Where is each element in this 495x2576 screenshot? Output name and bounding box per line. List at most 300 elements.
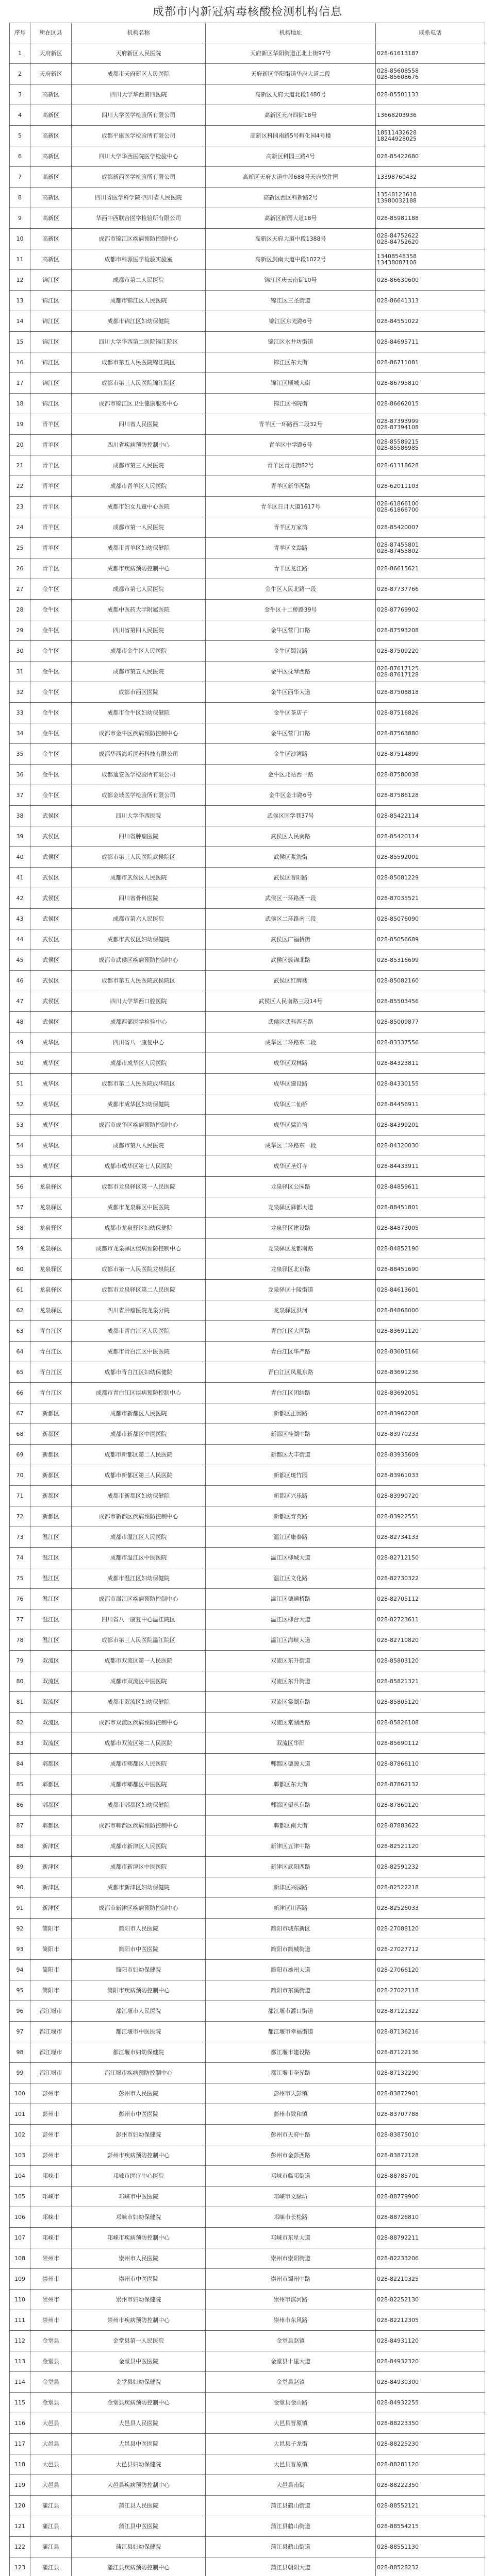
cell-index: 31 — [10, 662, 30, 682]
cell-phone: 028-87514899 — [376, 744, 485, 765]
cell-phone: 028-82252130 — [376, 2290, 485, 2310]
cell-district: 邛崃市 — [30, 2228, 72, 2248]
cell-district: 武侯区 — [30, 971, 72, 991]
table-row — [10, 1733, 485, 1754]
cell-address: 高新区新园大道18号 — [206, 208, 376, 229]
cell-index: 116 — [10, 2413, 30, 2434]
cell-index: 60 — [10, 1259, 30, 1280]
table-row — [10, 950, 485, 971]
cell-name: 成都市郫都区疾病预防控制中心 — [72, 1816, 206, 1836]
cell-index: 4 — [10, 105, 30, 126]
cell-phone: 028-82705112 — [376, 1589, 485, 1609]
cell-index: 104 — [10, 2166, 30, 2187]
cell-district: 金牛区 — [30, 723, 72, 744]
table-row — [10, 991, 485, 1012]
cell-phone: 028-82730322 — [376, 1568, 485, 1589]
cell-district: 锦江区 — [30, 270, 72, 291]
cell-index: 42 — [10, 888, 30, 909]
cell-phone: 028-85503456 — [376, 991, 485, 1012]
cell-index: 68 — [10, 1424, 30, 1445]
cell-index: 66 — [10, 1383, 30, 1403]
cell-name: 成都市双流区中医医院 — [72, 1671, 206, 1692]
cell-phone: 028-27066120 — [376, 1960, 485, 1980]
cell-address: 武侯区人民南路三段14号 — [206, 991, 376, 1012]
table-row — [10, 64, 485, 84]
cell-address: 彭州市致和镇 — [206, 2104, 376, 2125]
table-row — [10, 2001, 485, 2022]
cell-district: 天府新区 — [30, 64, 72, 84]
table-row — [10, 2042, 485, 2063]
cell-phone: 028-83962208 — [376, 1403, 485, 1424]
cell-name: 成都市第三人民医院温江院区 — [72, 1630, 206, 1651]
cell-phone: 028-87516826 — [376, 703, 485, 723]
cell-phone: 028-87883622 — [376, 1816, 485, 1836]
cell-address: 都江堰市奎光路 — [206, 2063, 376, 2083]
table-row — [10, 2083, 485, 2104]
cell-phone: 028-61613187 — [376, 43, 485, 64]
cell-district: 青羊区 — [30, 517, 72, 538]
cell-name: 成都中医药大学附属医院 — [72, 600, 206, 620]
cell-address: 武侯区二环路南三段 — [206, 909, 376, 929]
cell-address: 金牛区人民北路一段 — [206, 579, 376, 600]
cell-name: 成都市新津区妇幼保健院 — [72, 1877, 206, 1898]
cell-address: 高新区天府四街18号 — [206, 105, 376, 126]
cell-index: 16 — [10, 352, 30, 373]
cell-index: 120 — [10, 2496, 30, 2516]
table-row — [10, 1713, 485, 1733]
cell-phone: 028-87136216 — [376, 2022, 485, 2042]
cell-phone: 028-87769902 — [376, 600, 485, 620]
cell-phone: 028-88225230 — [376, 2434, 485, 2454]
cell-index: 75 — [10, 1568, 30, 1589]
cell-district: 金牛区 — [30, 600, 72, 620]
table-row — [10, 662, 485, 682]
cell-district: 武侯区 — [30, 847, 72, 868]
cell-name: 成都市第八人民医院 — [72, 1136, 206, 1156]
cell-name: 四川省八一康复中心 — [72, 1032, 206, 1053]
cell-index: 92 — [10, 1919, 30, 1939]
cell-address: 青白江区华严路 — [206, 1342, 376, 1362]
cell-index: 17 — [10, 373, 30, 394]
cell-address: 大邑县子龙街 — [206, 2434, 376, 2454]
cell-index: 96 — [10, 2001, 30, 2022]
cell-address: 锦江区顺城大街 — [206, 373, 376, 394]
cell-district: 高新区 — [30, 229, 72, 249]
cell-district: 龙泉驿区 — [30, 1197, 72, 1218]
cell-index: 62 — [10, 1300, 30, 1321]
cell-name: 成都市青羊区人民医院 — [72, 476, 206, 497]
cell-index: 20 — [10, 435, 30, 455]
cell-phone: 028-84932320 — [376, 2351, 485, 2372]
cell-phone: 028-85081229 — [376, 868, 485, 888]
cell-address: 锦江区书院街 — [206, 394, 376, 414]
cell-district: 锦江区 — [30, 352, 72, 373]
cell-address: 龙泉驿区驿都大道 — [206, 1197, 376, 1218]
table-row — [10, 2537, 485, 2557]
cell-address: 成华区二仙桥 — [206, 1094, 376, 1115]
cell-phone: 028-88223350 — [376, 2413, 485, 2434]
cell-address: 简阳市雄州大道 — [206, 1960, 376, 1980]
cell-address: 金牛区蜀汉路 — [206, 641, 376, 662]
table-row — [10, 1548, 485, 1568]
cell-name: 四川省八一康复中心温江院区 — [72, 1609, 206, 1630]
table-row — [10, 1836, 485, 1857]
cell-name: 成都市郫都区中医医院 — [72, 1774, 206, 1795]
cell-name: 成都市温江区中医医院 — [72, 1548, 206, 1568]
cell-district: 金牛区 — [30, 785, 72, 806]
cell-name: 成都市锦江区卫生健康服务中心 — [72, 394, 206, 414]
cell-index: 21 — [10, 455, 30, 476]
cell-phone: 028-88792211 — [376, 2228, 485, 2248]
table-row — [10, 2166, 485, 2187]
cell-address: 郫都区德源大道 — [206, 1754, 376, 1774]
cell-district: 成华区 — [30, 1094, 72, 1115]
table-row — [10, 538, 485, 558]
cell-district: 温江区 — [30, 1609, 72, 1630]
table-row — [10, 1919, 485, 1939]
table-row — [10, 558, 485, 579]
cell-district: 都江堰市 — [30, 2001, 72, 2022]
cell-phone: 028-84932255 — [376, 2393, 485, 2413]
cell-address: 高新区西区科新路2号 — [206, 188, 376, 208]
cell-district: 崇州市 — [30, 2310, 72, 2331]
cell-phone: 13398760432 — [376, 167, 485, 188]
cell-phone: 028-84930300 — [376, 2372, 485, 2393]
cell-phone: 028-86641313 — [376, 291, 485, 311]
cell-phone: 028-88785701 — [376, 2166, 485, 2187]
table-row — [10, 703, 485, 723]
cell-district: 锦江区 — [30, 291, 72, 311]
cell-index: 112 — [10, 2331, 30, 2351]
table-row — [10, 1362, 485, 1383]
cell-district: 新津区 — [30, 1836, 72, 1857]
page-title: 成都市内新冠病毒核酸检测机构信息 — [152, 6, 342, 19]
cell-address: 温江区文化路 — [206, 1568, 376, 1589]
cell-phone: 028-83692051 — [376, 1383, 485, 1403]
table-row — [10, 1280, 485, 1300]
table-row — [10, 723, 485, 744]
cell-name: 四川省医学科学院·四川省人民医院 — [72, 188, 206, 208]
cell-address: 成华区二环路东二段 — [206, 1032, 376, 1053]
cell-phone: 028-88779900 — [376, 2187, 485, 2207]
cell-district: 双流区 — [30, 1713, 72, 1733]
table-row — [10, 249, 485, 270]
institution-table — [9, 23, 485, 2576]
cell-name: 四川省第四人民医院 — [72, 620, 206, 641]
cell-phone: 028-87862132 — [376, 1774, 485, 1795]
cell-address: 成华区建设路 — [206, 1074, 376, 1094]
table-row — [10, 2351, 485, 2372]
cell-district: 成华区 — [30, 1156, 72, 1177]
cell-address: 青羊区文翁路 — [206, 538, 376, 558]
cell-index: 37 — [10, 785, 30, 806]
table-row — [10, 2125, 485, 2145]
table-row — [10, 2228, 485, 2248]
cell-name: 四川大学华西口腔医院 — [72, 991, 206, 1012]
table-row — [10, 1445, 485, 1465]
table-row — [10, 682, 485, 703]
cell-address: 新都区育英路 — [206, 1506, 376, 1527]
cell-address: 新都区正因路 — [206, 1403, 376, 1424]
cell-phone: 028-83337556 — [376, 1032, 485, 1053]
cell-address: 蒲江县鹤山街道 — [206, 2537, 376, 2557]
cell-name: 成都市第三人民医院锦江院区 — [72, 373, 206, 394]
table-row — [10, 579, 485, 600]
cell-address: 武侯区浆洗街 — [206, 847, 376, 868]
header-district: 所在区县 — [30, 23, 72, 43]
cell-phone: 028-82712150 — [376, 1548, 485, 1568]
cell-district: 金堂县 — [30, 2331, 72, 2351]
cell-index: 25 — [10, 538, 30, 558]
table-row — [10, 2454, 485, 2475]
table-row — [10, 1568, 485, 1589]
cell-district: 温江区 — [30, 1630, 72, 1651]
cell-phone: 028-88451801 — [376, 1197, 485, 1218]
cell-index: 90 — [10, 1877, 30, 1898]
cell-district: 新津区 — [30, 1857, 72, 1877]
cell-district: 青白江区 — [30, 1383, 72, 1403]
table-row — [10, 2413, 485, 2434]
table-row — [10, 84, 485, 105]
header-address: 机构地址 — [206, 23, 376, 43]
cell-phone: 028-83605166 — [376, 1342, 485, 1362]
cell-index: 81 — [10, 1692, 30, 1713]
cell-index: 48 — [10, 1012, 30, 1032]
table-row — [10, 641, 485, 662]
cell-index: 2 — [10, 64, 30, 84]
cell-name: 彭州市妇幼保健院 — [72, 2125, 206, 2145]
cell-phone: 028-84695711 — [376, 332, 485, 352]
cell-index: 29 — [10, 620, 30, 641]
cell-name: 邛崃市疾病预防控制中心 — [72, 2228, 206, 2248]
cell-address: 金堂县十里大道 — [206, 2351, 376, 2372]
cell-address: 蒲江县鹤山街道 — [206, 2496, 376, 2516]
cell-phone: 028-88281120 — [376, 2454, 485, 2475]
table-row — [10, 868, 485, 888]
cell-phone: 028-84859611 — [376, 1177, 485, 1197]
cell-district: 龙泉驿区 — [30, 1300, 72, 1321]
cell-name: 成都市金牛区人民医院 — [72, 641, 206, 662]
cell-name: 四川大学华西第二医院锦江院区 — [72, 332, 206, 352]
cell-name: 成都市新津区人民医院 — [72, 1836, 206, 1857]
cell-address: 双流区棠湖东路 — [206, 1692, 376, 1713]
cell-name: 成都市武侯区妇幼保健院 — [72, 929, 206, 950]
cell-phone: 028-87563880 — [376, 723, 485, 744]
cell-name: 四川大学华西第四医院 — [72, 84, 206, 105]
cell-index: 14 — [10, 311, 30, 332]
cell-address: 新津区武阳西路 — [206, 1857, 376, 1877]
table-row — [10, 806, 485, 826]
cell-index: 117 — [10, 2434, 30, 2454]
cell-name: 成都平康医学检验所有限公司 — [72, 126, 206, 146]
cell-phone: 028-88551130 — [376, 2537, 485, 2557]
cell-name: 成都市青白江区人民医院 — [72, 1321, 206, 1342]
cell-phone: 028-83961033 — [376, 1465, 485, 1486]
cell-name: 成都市青白江区妇幼保健院 — [72, 1362, 206, 1383]
cell-name: 成都市金牛区疾病预防控制中心 — [72, 723, 206, 744]
cell-name: 成都市新都区第三人民医院 — [72, 1465, 206, 1486]
cell-index: 82 — [10, 1713, 30, 1733]
cell-address: 新津区兴园路 — [206, 1877, 376, 1898]
cell-name: 成都市双流区第二人民医院 — [72, 1733, 206, 1754]
cell-district: 金堂县 — [30, 2393, 72, 2413]
table-row — [10, 1774, 485, 1795]
cell-name: 成都市武侯区人民医院 — [72, 868, 206, 888]
cell-address: 锦江区三圣街道 — [206, 291, 376, 311]
cell-index: 84 — [10, 1754, 30, 1774]
cell-name: 成都新西医学检验所有限公司 — [72, 167, 206, 188]
cell-address: 青羊区中学路6号 — [206, 435, 376, 455]
cell-index: 35 — [10, 744, 30, 765]
cell-name: 成都西部医学检验中心 — [72, 1012, 206, 1032]
cell-district: 青白江区 — [30, 1362, 72, 1383]
cell-district: 成华区 — [30, 1074, 72, 1094]
cell-index: 88 — [10, 1836, 30, 1857]
cell-phone: 028-87580038 — [376, 765, 485, 785]
cell-phone: 028-85805120 — [376, 1692, 485, 1713]
cell-district: 青羊区 — [30, 538, 72, 558]
cell-name: 成都市锦江区人民医院 — [72, 291, 206, 311]
cell-index: 119 — [10, 2475, 30, 2496]
cell-index: 51 — [10, 1074, 30, 1094]
cell-phone: 028-82710820 — [376, 1630, 485, 1651]
cell-phone: 028-82526033 — [376, 1898, 485, 1919]
cell-index: 7 — [10, 167, 30, 188]
cell-index: 99 — [10, 2063, 30, 2083]
cell-address: 青羊区一环路西二段32号 — [206, 414, 376, 435]
cell-index: 18 — [10, 394, 30, 414]
cell-index: 67 — [10, 1403, 30, 1424]
cell-phone: 028-87035521 — [376, 888, 485, 909]
cell-district: 金堂县 — [30, 2372, 72, 2393]
table-row — [10, 517, 485, 538]
cell-name: 成都市新津区疾病预防控制中心 — [72, 1898, 206, 1919]
cell-phone: 028-84868000 — [376, 1300, 485, 1321]
cell-name: 成都市妇女儿童中心医院 — [72, 497, 206, 517]
cell-index: 103 — [10, 2145, 30, 2166]
cell-phone: 028-85422680 — [376, 146, 485, 167]
cell-index: 89 — [10, 1857, 30, 1877]
cell-index: 44 — [10, 929, 30, 950]
cell-index: 102 — [10, 2125, 30, 2145]
cell-name: 成都市科源医学检验实验室 — [72, 249, 206, 270]
cell-district: 武侯区 — [30, 950, 72, 971]
cell-name: 成都市成华区第七人民医院 — [72, 1156, 206, 1177]
cell-address: 简阳市东溪街道 — [206, 1980, 376, 2001]
table-row — [10, 1671, 485, 1692]
cell-index: 72 — [10, 1506, 30, 1527]
cell-address: 高新区剑南大道中段1022号 — [206, 249, 376, 270]
cell-address: 青白江区大同路 — [206, 1321, 376, 1342]
cell-index: 101 — [10, 2104, 30, 2125]
cell-name: 成都市第一人民医院 — [72, 517, 206, 538]
cell-name: 成都市温江区人民医院 — [72, 1527, 206, 1548]
cell-district: 新都区 — [30, 1465, 72, 1486]
table-row — [10, 1816, 485, 1836]
cell-district: 武侯区 — [30, 991, 72, 1012]
cell-district: 成华区 — [30, 1032, 72, 1053]
cell-address: 金牛区金丰路6号 — [206, 785, 376, 806]
cell-name: 成都迪安医学检验所有限公司 — [72, 765, 206, 785]
cell-name: 简阳市疾病预防控制中心 — [72, 1980, 206, 2001]
cell-name: 金堂县妇幼保健院 — [72, 2372, 206, 2393]
cell-address: 高新区科园三路4号 — [206, 146, 376, 167]
cell-index: 34 — [10, 723, 30, 744]
table-row — [10, 1239, 485, 1259]
cell-index: 19 — [10, 414, 30, 435]
cell-address: 武侯区广福桥街 — [206, 929, 376, 950]
cell-district: 彭州市 — [30, 2083, 72, 2104]
cell-phone: 028-88528232 — [376, 2557, 485, 2576]
cell-district: 龙泉驿区 — [30, 1177, 72, 1197]
cell-name: 成都市成华区疾病预防控制中心 — [72, 1115, 206, 1136]
cell-district: 成华区 — [30, 1053, 72, 1074]
cell-index: 74 — [10, 1548, 30, 1568]
cell-phone: 028-84323811 — [376, 1053, 485, 1074]
cell-address: 青羊区日月大道1617号 — [206, 497, 376, 517]
cell-district: 龙泉驿区 — [30, 1259, 72, 1280]
cell-district: 郫都区 — [30, 1774, 72, 1795]
cell-index: 58 — [10, 1218, 30, 1239]
cell-index: 63 — [10, 1321, 30, 1342]
cell-address: 龙泉驿区龙都南路 — [206, 1239, 376, 1259]
cell-address: 金堂县赵镇 — [206, 2331, 376, 2351]
table-row — [10, 1136, 485, 1156]
cell-address: 新津区川西路 — [206, 1898, 376, 1919]
table-row — [10, 620, 485, 641]
table-row — [10, 1857, 485, 1877]
cell-district: 高新区 — [30, 105, 72, 126]
cell-name: 成都市双流区疾病预防控制中心 — [72, 1713, 206, 1733]
cell-phone: 028-83922551 — [376, 1506, 485, 1527]
cell-phone: 18511432628 18244928025 — [376, 126, 485, 146]
cell-index: 41 — [10, 868, 30, 888]
table-row — [10, 311, 485, 332]
table-row — [10, 1403, 485, 1424]
cell-district: 新都区 — [30, 1403, 72, 1424]
cell-address: 青羊区新华西路 — [206, 476, 376, 497]
cell-index: 80 — [10, 1671, 30, 1692]
cell-index: 91 — [10, 1898, 30, 1919]
table-row — [10, 826, 485, 847]
cell-index: 36 — [10, 765, 30, 785]
cell-index: 59 — [10, 1239, 30, 1259]
cell-district: 金牛区 — [30, 620, 72, 641]
cell-name: 四川省肿瘤医院 — [72, 826, 206, 847]
table-row — [10, 1300, 485, 1321]
cell-phone: 028-87509220 — [376, 641, 485, 662]
cell-name: 成都市青白江区中医医院 — [72, 1342, 206, 1362]
cell-name: 大邑县妇幼保健院 — [72, 2454, 206, 2475]
cell-district: 龙泉驿区 — [30, 1280, 72, 1300]
cell-index: 111 — [10, 2310, 30, 2331]
cell-phone: 028-88554215 — [376, 2516, 485, 2537]
cell-name: 华西中西联合医学检验所有限公司 — [72, 208, 206, 229]
cell-district: 青白江区 — [30, 1342, 72, 1362]
cell-index: 27 — [10, 579, 30, 600]
cell-name: 成都市郫都区人民医院 — [72, 1754, 206, 1774]
table-row — [10, 2516, 485, 2537]
cell-address: 金堂县金山路 — [206, 2393, 376, 2413]
cell-address: 武侯区簇锦北路 — [206, 950, 376, 971]
table-row — [10, 765, 485, 785]
table-row — [10, 105, 485, 126]
table-row — [10, 2022, 485, 2042]
table-row — [10, 332, 485, 352]
cell-address: 双流区华阳 — [206, 1733, 376, 1754]
cell-name: 四川大学华西医院 — [72, 806, 206, 826]
cell-name: 成都市新都区疾病预防控制中心 — [72, 1506, 206, 1527]
